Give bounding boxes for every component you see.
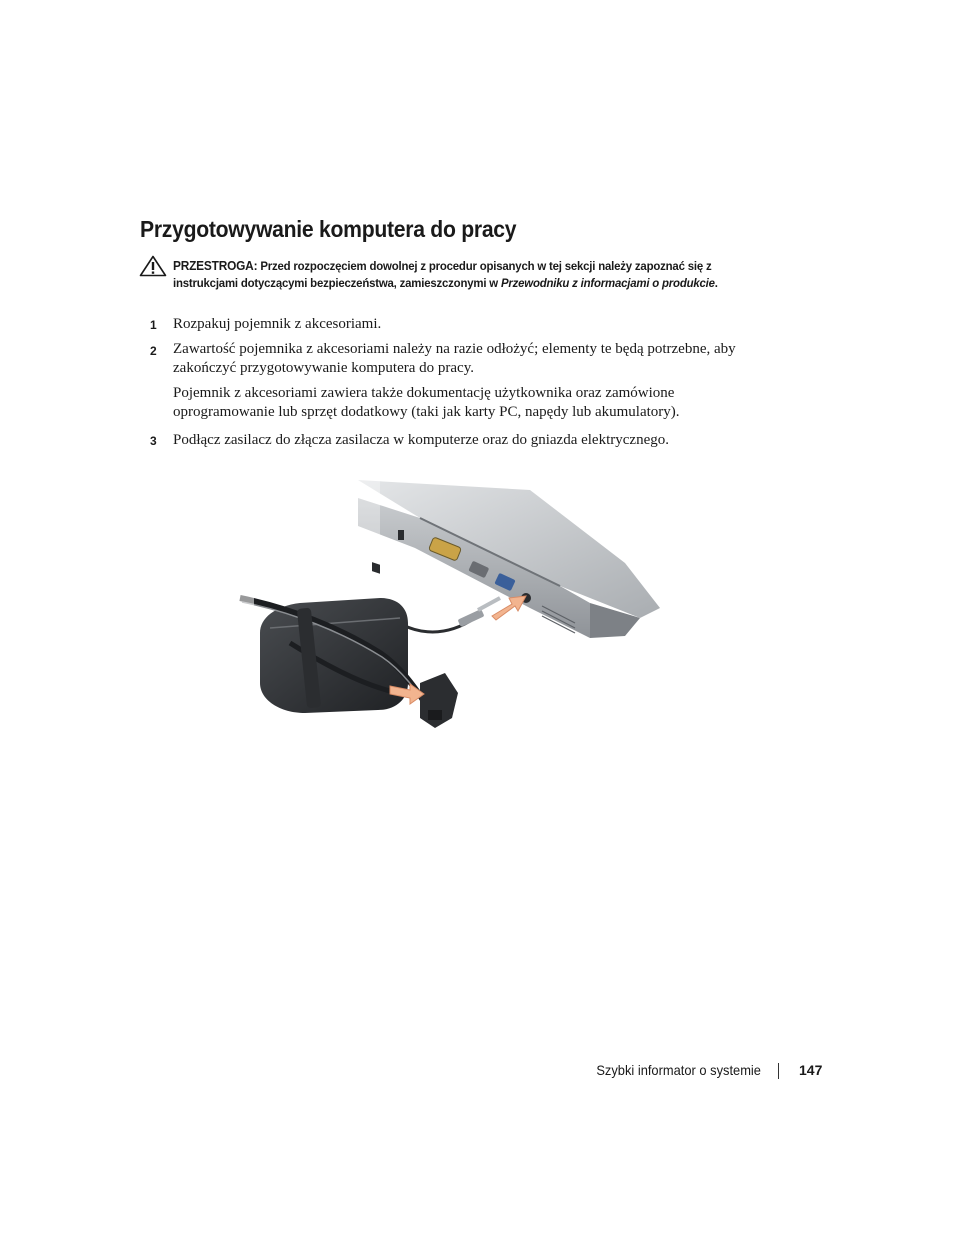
caution-notice <box>173 258 743 292</box>
laptop-ac-adapter-illustration <box>230 478 670 748</box>
page-number: 147 <box>799 1062 823 1078</box>
caution-text-end: . <box>714 276 718 290</box>
warning-triangle-icon <box>139 255 167 277</box>
step-text: Zawartość pojemnika z akcesoriami należy na razie odłożyć; elementy te będą potrzebne, aby zakończyć przygotowywanie komputera do pracy. <box>173 341 736 376</box>
step-note: Pojemnik z akcesoriami zawiera także dokumentację użytkownika oraz zamówione oprogramowanie lub sprzęt dodatkowy (taki jak karty PC, napędy lub akumulatory). <box>173 385 680 420</box>
ac-adapter <box>230 588 458 728</box>
step-text: Podłącz zasilacz do złącza zasilacza w komputerze oraz do gniazda elektrycznego. <box>173 432 669 448</box>
caution-text: Przed rozpoczęciem dowolnej z procedur opisanych w tej sekcji należy zapoznać się z instrukcjami dotyczącymi bezpieczeństwa, zamieszczonymi w <box>173 259 712 290</box>
footer-section-title: Szybki informator o systemie <box>596 1062 761 1078</box>
step-number: 2 <box>150 344 157 358</box>
step-text: Rozpakuj pojemnik z akcesoriami. <box>173 316 382 332</box>
step-number: 1 <box>150 318 157 332</box>
caution-document-name: Przewodniku z informacjami o produkcie <box>500 276 715 290</box>
footer-divider <box>778 1063 779 1079</box>
caution-label: PRZESTROGA: <box>173 259 258 273</box>
step-number: 3 <box>150 434 157 448</box>
page-title: Przygotowywanie komputera do pracy <box>140 216 517 242</box>
